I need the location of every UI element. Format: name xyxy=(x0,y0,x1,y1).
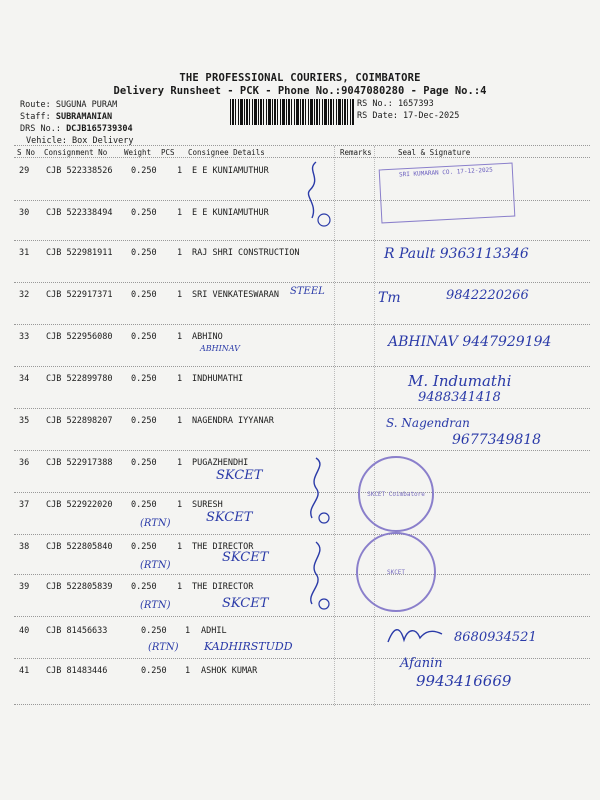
note-skcet-36: SKCET xyxy=(216,468,263,483)
brace-38-39 xyxy=(302,540,332,612)
row-weight: 0.250 xyxy=(131,290,157,300)
note-skcet-38: SKCET xyxy=(222,550,269,565)
row-consignment-no: CJB 522805840 xyxy=(46,542,113,552)
column-rule xyxy=(14,157,590,158)
row-consignee: RAJ SHRI CONSTRUCTION xyxy=(192,248,300,258)
row-consignment-no: CJB 522338526 xyxy=(46,166,113,176)
row-pcs: 1 xyxy=(185,666,191,676)
vehicle-label: Vehicle: Box Delivery xyxy=(26,136,134,146)
note-abhinav: ABHINAV xyxy=(200,344,240,353)
signature-34-phone: 9488341418 xyxy=(418,390,501,405)
drs-value: DCJB165739304 xyxy=(66,124,133,134)
row-consignee: THE DIRECTOR xyxy=(192,582,254,592)
row-consignee: ABHINO xyxy=(192,332,223,342)
signature-35-name: S. Nagendran xyxy=(386,416,470,430)
header-rule xyxy=(14,145,590,146)
row-divider xyxy=(14,616,590,617)
row-pcs: 1 xyxy=(177,208,183,218)
col-consignment: Consignment No xyxy=(44,148,108,157)
seal-stamp-36 xyxy=(358,456,434,532)
col-seal: Seal & Signature xyxy=(398,148,471,157)
col-weight: Weight xyxy=(124,148,152,157)
col-pcs: PCS xyxy=(161,148,175,157)
row-sno: 30 xyxy=(19,208,30,218)
col-sno: S No xyxy=(17,148,36,157)
row-weight: 0.250 xyxy=(141,626,167,636)
row-consignee: SURESH xyxy=(192,500,223,510)
stamp-38-text: SKCET xyxy=(386,568,406,576)
rs-number: RS No.: 1657393 xyxy=(357,99,434,109)
row-weight: 0.250 xyxy=(131,500,157,510)
drs-label: DRS No.: xyxy=(20,124,67,134)
row-sno: 40 xyxy=(19,626,30,636)
row-divider xyxy=(14,658,590,659)
row-pcs: 1 xyxy=(177,458,183,468)
row-consignee: ADHIL xyxy=(201,626,227,636)
row-sno: 38 xyxy=(19,542,30,552)
staff-label: Staff: xyxy=(20,112,56,122)
row-divider xyxy=(14,450,590,451)
row-consignee: ASHOK KUMAR xyxy=(201,666,258,676)
note-rtn-37: (RTN) xyxy=(140,518,171,529)
row-consignment-no: CJB 522899780 xyxy=(46,374,113,384)
seal-stamp-38 xyxy=(356,532,436,612)
row-sno: 33 xyxy=(19,332,30,342)
signature-40-scribble xyxy=(386,622,446,646)
signature-40-phone: 8680934521 xyxy=(454,630,537,645)
drs-line xyxy=(20,124,133,134)
stamp-29-text: SRI KUMARAN CO. 17-12-2025 xyxy=(398,166,493,179)
row-consignment-no: CJB 522981911 xyxy=(46,248,113,258)
col-consignee: Consignee Details xyxy=(188,148,265,157)
note-kadhirstudd: KADHIRSTUDD xyxy=(204,640,293,653)
row-weight: 0.250 xyxy=(131,332,157,342)
note-skcet-39: SKCET xyxy=(222,596,269,611)
route-label: Route: SUGUNA PURAM xyxy=(20,100,118,110)
seal-divider xyxy=(374,146,375,706)
row-divider xyxy=(14,240,590,241)
signature-32-name: Tm xyxy=(378,290,401,306)
row-weight: 0.250 xyxy=(131,374,157,384)
row-divider xyxy=(14,408,590,409)
row-consignment-no: CJB 81456633 xyxy=(46,626,108,636)
row-consignment-no: CJB 522338494 xyxy=(46,208,113,218)
row-pcs: 1 xyxy=(177,332,183,342)
signature-31: R Pault 9363113346 xyxy=(384,246,529,262)
row-consignment-no: CJB 522805839 xyxy=(46,582,113,592)
row-consignment-no: CJB 522922020 xyxy=(46,500,113,510)
row-weight: 0.250 xyxy=(141,666,167,676)
row-consignee: NAGENDRA IYYANAR xyxy=(192,416,274,426)
row-sno: 29 xyxy=(19,166,30,176)
brace-36-37 xyxy=(302,456,332,526)
barcode xyxy=(230,99,354,125)
row-consignment-no: CJB 522898207 xyxy=(46,416,113,426)
stamp-36-text: SKCET Coimbatore xyxy=(367,490,425,498)
row-divider xyxy=(14,366,590,367)
row-weight: 0.250 xyxy=(131,166,157,176)
row-pcs: 1 xyxy=(177,542,183,552)
row-consignee: E E KUNIAMUTHUR xyxy=(192,208,269,218)
row-sno: 36 xyxy=(19,458,30,468)
col-remarks: Remarks xyxy=(340,148,372,157)
row-divider xyxy=(14,324,590,325)
signature-32-phone: 9842220266 xyxy=(446,288,529,303)
staff-value: SUBRAMANIAN xyxy=(55,112,113,122)
note-steel: STEEL xyxy=(290,286,325,297)
row-sno: 35 xyxy=(19,416,30,426)
staff-line xyxy=(20,112,112,122)
row-sno: 31 xyxy=(19,248,30,258)
row-weight: 0.250 xyxy=(131,248,157,258)
row-divider xyxy=(14,534,590,535)
row-divider xyxy=(14,704,590,705)
row-pcs: 1 xyxy=(177,416,183,426)
row-weight: 0.250 xyxy=(131,458,157,468)
row-consignment-no: CJB 522917388 xyxy=(46,458,113,468)
row-consignment-no: CJB 81483446 xyxy=(46,666,108,676)
row-pcs: 1 xyxy=(177,500,183,510)
signature-33: ABHINAV 9447929194 xyxy=(388,334,552,350)
row-weight: 0.250 xyxy=(131,542,157,552)
row-consignment-no: CJB 522917371 xyxy=(46,290,113,300)
signature-41-name: Afanin xyxy=(400,656,443,671)
row-weight: 0.250 xyxy=(131,416,157,426)
note-rtn-40: (RTN) xyxy=(148,642,179,653)
seal-stamp-29 xyxy=(379,163,516,224)
rs-date: RS Date: 17-Dec-2025 xyxy=(357,111,460,121)
note-rtn-39: (RTN) xyxy=(140,600,171,611)
row-sno: 37 xyxy=(19,500,30,510)
row-pcs: 1 xyxy=(177,374,183,384)
row-consignment-no: CJB 522956080 xyxy=(46,332,113,342)
row-consignee: INDHUMATHI xyxy=(192,374,244,384)
row-pcs: 1 xyxy=(177,166,183,176)
runsheet-subtitle: Delivery Runsheet - PCK - Phone No.:9047080280 - Page No.:4 xyxy=(113,85,487,97)
row-pcs: 1 xyxy=(185,626,191,636)
row-sno: 39 xyxy=(19,582,30,592)
row-divider xyxy=(14,282,590,283)
signature-34-name: M. Indumathi xyxy=(408,372,512,390)
row-sno: 32 xyxy=(19,290,30,300)
remarks-divider xyxy=(334,146,335,706)
company-title: THE PROFESSIONAL COURIERS, COIMBATORE xyxy=(179,72,421,84)
row-consignee: THE DIRECTOR xyxy=(192,542,254,552)
row-consignee: E E KUNIAMUTHUR xyxy=(192,166,269,176)
row-pcs: 1 xyxy=(177,582,183,592)
note-skcet-37: SKCET xyxy=(206,510,253,525)
brace-29-30 xyxy=(302,160,332,230)
signature-35-phone: 9677349818 xyxy=(452,432,542,448)
row-sno: 41 xyxy=(19,666,30,676)
row-weight: 0.250 xyxy=(131,208,157,218)
row-consignee: SRI VENKATESWARAN xyxy=(192,290,279,300)
row-weight: 0.250 xyxy=(131,582,157,592)
row-consignee: PUGAZHENDHI xyxy=(192,458,249,468)
row-pcs: 1 xyxy=(177,290,183,300)
signature-41-phone: 9943416669 xyxy=(416,672,512,690)
row-sno: 34 xyxy=(19,374,30,384)
note-rtn-38: (RTN) xyxy=(140,560,171,571)
row-pcs: 1 xyxy=(177,248,183,258)
